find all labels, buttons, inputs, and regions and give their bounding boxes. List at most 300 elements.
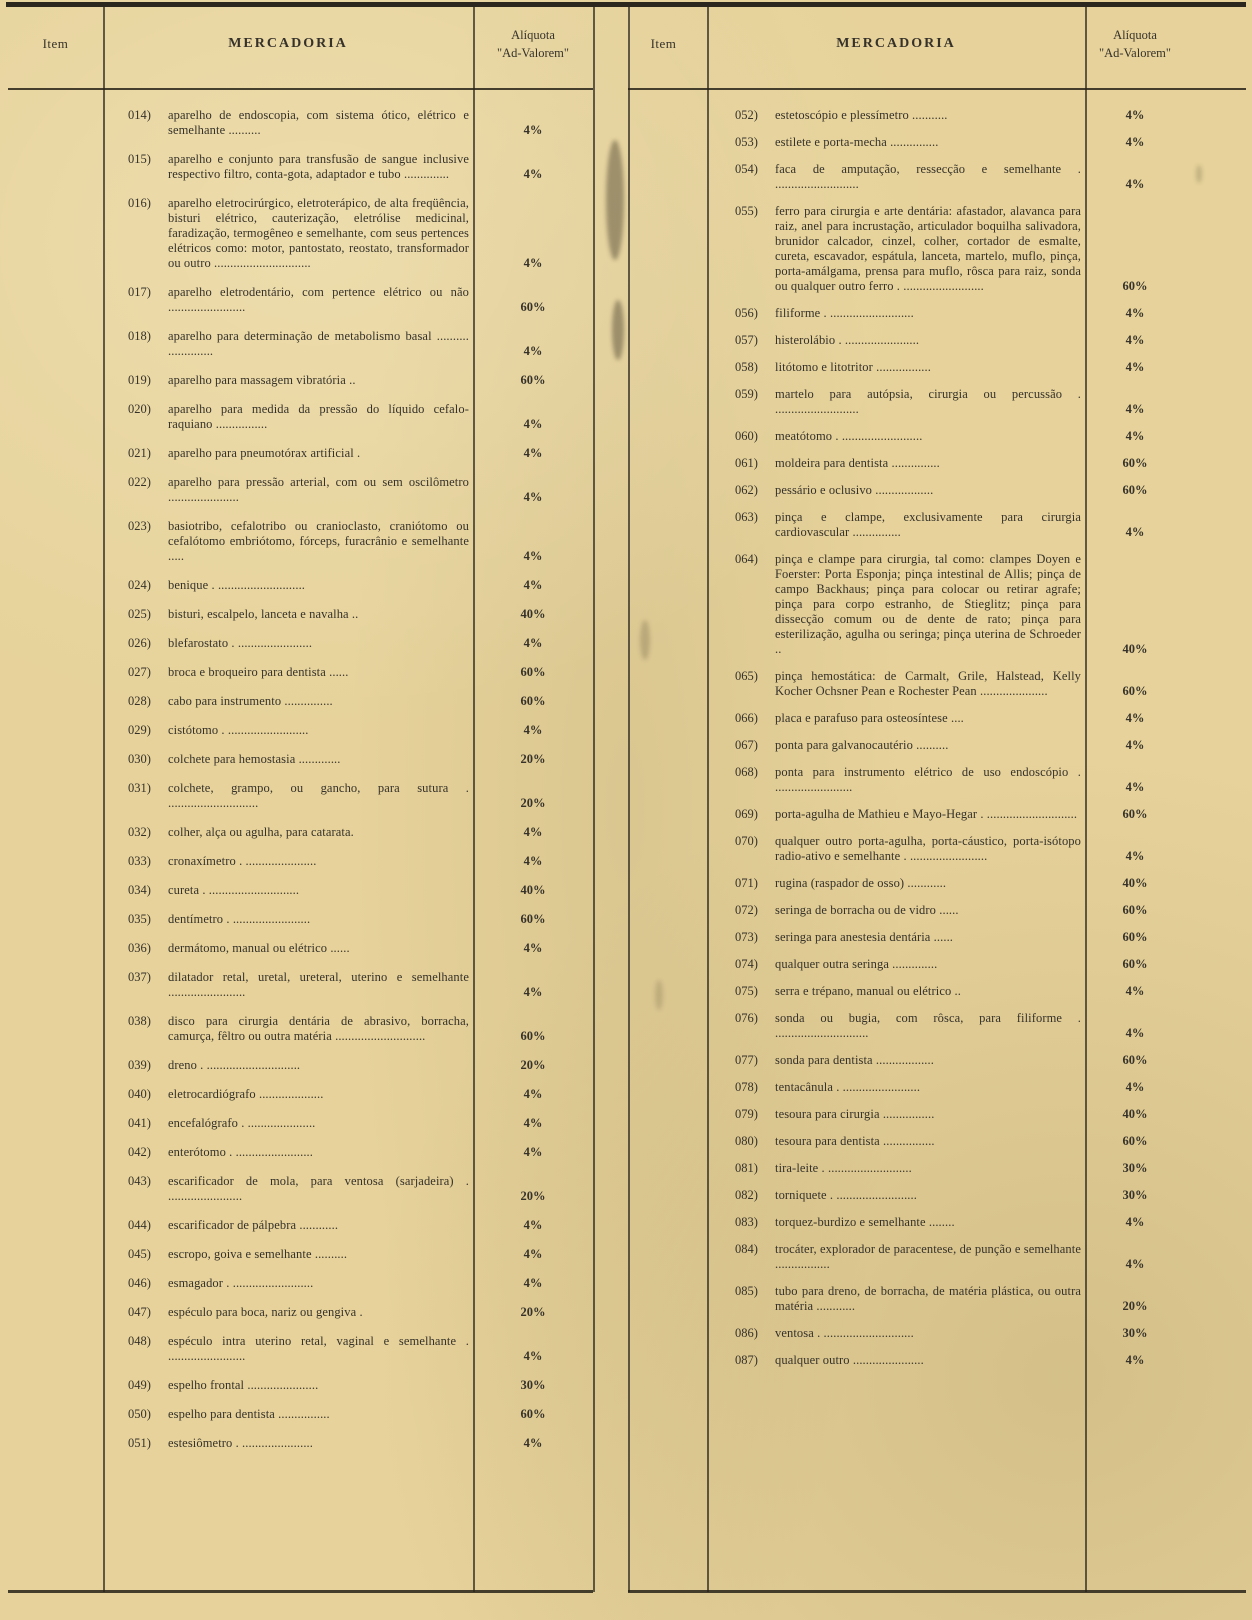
- table-row: [128, 1247, 593, 1262]
- item-rate: 40%: [1122, 876, 1148, 890]
- table-row: [128, 1116, 593, 1131]
- item-rate: 4%: [1125, 1026, 1145, 1040]
- table-row: [735, 162, 1185, 192]
- table-row: [128, 970, 593, 1000]
- item-number: 085): [735, 1284, 758, 1298]
- item-rate: 4%: [523, 636, 543, 650]
- item-rate: 4%: [1125, 360, 1145, 374]
- item-rate: 20%: [520, 796, 546, 810]
- item-number: 065): [735, 669, 758, 683]
- table-row: [128, 1407, 593, 1422]
- item-rate: 30%: [1122, 1188, 1148, 1202]
- item-description: sonda para dentista ..................: [775, 1053, 934, 1067]
- item-rate: 4%: [523, 854, 543, 868]
- table-row: [128, 475, 593, 505]
- item-description: aparelho para massagem vibratória ..: [168, 373, 356, 387]
- item-number: 082): [735, 1188, 758, 1202]
- item-rate: 30%: [520, 1378, 546, 1392]
- item-number: 075): [735, 984, 758, 998]
- item-description: filiforme . ..........................: [775, 306, 914, 320]
- item-number: 030): [128, 752, 151, 766]
- table-row: [735, 1215, 1185, 1230]
- item-description: faca de amputação, ressecção e semelhante . ..........................: [775, 162, 1081, 191]
- item-rate: 4%: [523, 549, 543, 563]
- item-rate: 4%: [523, 490, 543, 504]
- table-row: [128, 373, 593, 388]
- table-row: [735, 510, 1185, 540]
- item-number: 042): [128, 1145, 151, 1159]
- left-half-edge-line: [593, 4, 595, 1592]
- item-number: 084): [735, 1242, 758, 1256]
- table-row: [128, 1378, 593, 1393]
- item-description: martelo para autópsia, cirurgia ou percussão . ..........................: [775, 387, 1081, 416]
- item-rate: 4%: [523, 723, 543, 737]
- item-number: 087): [735, 1353, 758, 1367]
- item-number: 060): [735, 429, 758, 443]
- item-rate: 4%: [1125, 1353, 1145, 1367]
- item-number: 039): [128, 1058, 151, 1072]
- item-description: trocáter, explorador de paracentese, de punção e semelhante .................: [775, 1242, 1081, 1271]
- table-row: [735, 711, 1185, 726]
- item-number: 031): [128, 781, 151, 795]
- item-description: dermátomo, manual ou elétrico ......: [168, 941, 350, 955]
- item-number: 022): [128, 475, 151, 489]
- item-number: 032): [128, 825, 151, 839]
- item-description: serra e trépano, manual ou elétrico ..: [775, 984, 962, 998]
- item-number: 023): [128, 519, 151, 533]
- item-number: 061): [735, 456, 758, 470]
- table-row: [735, 1161, 1185, 1176]
- item-description: colher, alça ou agulha, para catarata.: [168, 825, 354, 839]
- aliquota-line1: Alíquota: [1113, 28, 1157, 42]
- item-description: dilatador retal, uretal, ureteral, uterino e semelhante ........................: [168, 970, 469, 999]
- item-number: 077): [735, 1053, 758, 1067]
- item-number: 049): [128, 1378, 151, 1392]
- item-number: 051): [128, 1436, 151, 1450]
- table-row: [735, 552, 1185, 657]
- item-rate: 4%: [523, 1116, 543, 1130]
- item-description: torniquete . .........................: [775, 1188, 917, 1202]
- item-number: 069): [735, 807, 758, 821]
- table-row: [735, 1011, 1185, 1041]
- item-rate: 4%: [1125, 333, 1145, 347]
- table-row: [128, 1087, 593, 1102]
- item-description: espéculo para boca, nariz ou gengiva .: [168, 1305, 363, 1319]
- item-rate: 4%: [523, 1436, 543, 1450]
- table-row: [128, 1436, 593, 1451]
- right-item-list: [735, 108, 1185, 1380]
- table-row: [735, 1353, 1185, 1368]
- item-description: aparelho e conjunto para transfusão de sangue inclusive respectivo filtro, conta-gota, adaptador e tubo ..............: [168, 152, 469, 181]
- item-description: ferro para cirurgia e arte dentária: afastador, alavanca para raiz, anel para incrustação, articulador boquilha salivadora, brunidor calcador, cinzel, colher, cortador de esmalte, cureta, escavador, espátula, lanceta, martelo, muflo, pinça, porta-amálgama, prensa para muflo, rôsca para raiz, sonda ou qualquer outro ferro . .........................: [775, 204, 1081, 293]
- item-number: 021): [128, 446, 151, 460]
- item-rate: 4%: [523, 344, 543, 358]
- table-row: [128, 196, 593, 271]
- item-description: aparelho para medida da pressão do líquido cefalo-raquiano ................: [168, 402, 469, 431]
- item-rate: 60%: [1122, 684, 1148, 698]
- item-number: 046): [128, 1276, 151, 1290]
- table-row: [735, 669, 1185, 699]
- table-row: [128, 285, 593, 315]
- table-row: [735, 387, 1185, 417]
- item-number: 019): [128, 373, 151, 387]
- item-number: 020): [128, 402, 151, 416]
- item-rate: 20%: [520, 1058, 546, 1072]
- item-number: 076): [735, 1011, 758, 1025]
- item-rate: 40%: [1122, 642, 1148, 656]
- item-description: aparelho para pneumotórax artificial .: [168, 446, 361, 460]
- mercadoria-header-label: MERCADORIA: [836, 36, 956, 51]
- item-rate: 60%: [1122, 1053, 1148, 1067]
- table-row: [735, 1134, 1185, 1149]
- item-description: dentímetro . ........................: [168, 912, 311, 926]
- item-number: 034): [128, 883, 151, 897]
- item-number: 062): [735, 483, 758, 497]
- item-rate: 40%: [1122, 1107, 1148, 1121]
- item-header-label: Item: [42, 36, 69, 51]
- item-rate: 4%: [1125, 135, 1145, 149]
- table-row: [735, 903, 1185, 918]
- item-number: 026): [128, 636, 151, 650]
- item-rate: 4%: [523, 1349, 543, 1363]
- aliquota-line2: "Ad-Valorem": [1099, 46, 1171, 60]
- left-column: [8, 0, 593, 1620]
- item-description: litótomo e litotritor .................: [775, 360, 931, 374]
- item-rate: 60%: [1122, 456, 1148, 470]
- table-row: [128, 941, 593, 956]
- item-number: 080): [735, 1134, 758, 1148]
- table-row: [128, 912, 593, 927]
- item-description: colchete para hemostasia .............: [168, 752, 341, 766]
- item-description: cabo para instrumento ...............: [168, 694, 333, 708]
- aliquota-line2: "Ad-Valorem": [497, 46, 569, 60]
- item-rate: 4%: [523, 1276, 543, 1290]
- item-description: ponta para galvanocautério ..........: [775, 738, 949, 752]
- table-row: [735, 834, 1185, 864]
- table-row: [735, 1053, 1185, 1068]
- item-rate: 30%: [1122, 1161, 1148, 1175]
- item-rate: 4%: [523, 1247, 543, 1261]
- table-row: [128, 1145, 593, 1160]
- item-rate: 40%: [520, 607, 546, 621]
- item-number: 027): [128, 665, 151, 679]
- item-rate: 4%: [523, 167, 543, 181]
- table-row: [735, 807, 1185, 822]
- aliquota-header-label: [1085, 26, 1185, 62]
- item-rate: 4%: [523, 1145, 543, 1159]
- item-rate: 4%: [1125, 849, 1145, 863]
- item-description: basiotribo, cefalotribo ou cranioclasto, craniótomo ou cefalótomo embriótomo, fórceps, furacrânio e semelhante .....: [168, 519, 469, 563]
- item-description: escarificador de pálpebra ............: [168, 1218, 339, 1232]
- table-row: [128, 446, 593, 461]
- item-number: 057): [735, 333, 758, 347]
- table-row: [735, 876, 1185, 891]
- item-number: 083): [735, 1215, 758, 1229]
- table-row: [128, 665, 593, 680]
- item-rate: 60%: [520, 300, 546, 314]
- item-number: 043): [128, 1174, 151, 1188]
- item-number: 063): [735, 510, 758, 524]
- item-description: cureta . ............................: [168, 883, 300, 897]
- table-row: [735, 360, 1185, 375]
- item-description: pinça e clampe, exclusivamente para cirurgia cardiovascular ...............: [775, 510, 1081, 539]
- item-number: 040): [128, 1087, 151, 1101]
- item-number: 041): [128, 1116, 151, 1130]
- item-description: cistótomo . .........................: [168, 723, 309, 737]
- table-row: [735, 483, 1185, 498]
- item-rate: 4%: [523, 417, 543, 431]
- table-row: [735, 204, 1185, 294]
- aliquota-line1: Alíquota: [511, 28, 555, 42]
- item-rate: 4%: [1125, 738, 1145, 752]
- item-description: espelho para dentista ................: [168, 1407, 330, 1421]
- item-number: 015): [128, 152, 151, 166]
- item-number: 054): [735, 162, 758, 176]
- item-rate: 4%: [1125, 525, 1145, 539]
- item-description: pinça hemostática: de Carmalt, Grile, Halstead, Kelly Kocher Ochsner Pean e Rochester Pean .....................: [775, 669, 1081, 698]
- item-description: qualquer outra seringa ..............: [775, 957, 938, 971]
- item-description: placa e parafuso para osteosíntese ....: [775, 711, 964, 725]
- item-description: blefarostato . .......................: [168, 636, 313, 650]
- item-rate: 20%: [1122, 1299, 1148, 1313]
- table-row: [128, 1014, 593, 1044]
- item-description: cronaxímetro . ......................: [168, 854, 317, 868]
- item-rate: 20%: [520, 752, 546, 766]
- item-number: 025): [128, 607, 151, 621]
- table-row: [128, 694, 593, 709]
- item-description: seringa para anestesia dentária ......: [775, 930, 954, 944]
- table-row: [128, 402, 593, 432]
- item-description: aparelho para determinação de metabolismo basal .......... ..............: [168, 329, 469, 358]
- item-description: porta-agulha de Mathieu e Mayo-Hegar . ............................: [775, 807, 1078, 821]
- table-row: [128, 152, 593, 182]
- item-rate: 4%: [1125, 780, 1145, 794]
- table-row: [735, 1326, 1185, 1341]
- item-description: aparelho eletrocirúrgico, eletroterápico, de alta freqüência, bisturi elétrico, cauterização, eletrólise medicinal, faradização, termogêneo e semelhante, com seus pertences elétricos como: motor, pantostato, reostato, transformador ou outro ..............................: [168, 196, 469, 270]
- item-description: benique . ...........................: [168, 578, 306, 592]
- item-number: 024): [128, 578, 151, 592]
- table-row: [735, 456, 1185, 471]
- item-number: 071): [735, 876, 758, 890]
- item-rate: 60%: [1122, 903, 1148, 917]
- item-description: pinça e clampe para cirurgia, tal como: clampes Doyen e Foerster: Porta Esponja; pinça intestinal de Allis; pinça de campo Backhaus; pinça para colocar ou retirar agrafe; pinça para corpo estranho, de Stieglitz; pinça para dissecção comum ou de dente de rato; pinça para esterilização, agulha ou seringa; pinça uterina de Schroeder ..: [775, 552, 1081, 656]
- table-row: [735, 333, 1185, 348]
- item-description: escarificador de mola, para ventosa (sarjadeira) . .......................: [168, 1174, 469, 1203]
- item-description: escropo, goiva e semelhante ..........: [168, 1247, 348, 1261]
- item-description: eletrocardiógrafo ....................: [168, 1087, 324, 1101]
- mercadoria-header-label: MERCADORIA: [228, 36, 348, 51]
- item-number: 078): [735, 1080, 758, 1094]
- item-rate: 60%: [1122, 807, 1148, 821]
- item-description: dreno . .............................: [168, 1058, 301, 1072]
- item-rate: 60%: [1122, 1134, 1148, 1148]
- table-row: [128, 1334, 593, 1364]
- table-row: [128, 781, 593, 811]
- item-number: 068): [735, 765, 758, 779]
- item-description: histerolábio . .......................: [775, 333, 920, 347]
- item-rate: 4%: [523, 1218, 543, 1232]
- item-number: 029): [128, 723, 151, 737]
- item-rate: 4%: [523, 446, 543, 460]
- item-rate: 4%: [523, 256, 543, 270]
- item-rate: 60%: [1122, 483, 1148, 497]
- item-number: 050): [128, 1407, 151, 1421]
- item-rate: 4%: [1125, 1257, 1145, 1271]
- item-description: aparelho eletrodentário, com pertence elétrico ou não ........................: [168, 285, 469, 314]
- table-row: [735, 984, 1185, 999]
- item-description: qualquer outro ......................: [775, 1353, 924, 1367]
- table-row: [735, 765, 1185, 795]
- table-row: [735, 738, 1185, 753]
- item-rate: 4%: [1125, 429, 1145, 443]
- item-description: estilete e porta-mecha ...............: [775, 135, 939, 149]
- item-number: 086): [735, 1326, 758, 1340]
- item-rate: 4%: [523, 941, 543, 955]
- item-description: seringa de borracha ou de vidro ......: [775, 903, 959, 917]
- item-rate: 60%: [520, 373, 546, 387]
- item-number: 044): [128, 1218, 151, 1232]
- table-row: [735, 1080, 1185, 1095]
- item-description: broca e broqueiro para dentista ......: [168, 665, 349, 679]
- item-description: bisturi, escalpelo, lanceta e navalha ..: [168, 607, 359, 621]
- table-row: [128, 607, 593, 622]
- item-description: moldeira para dentista ...............: [775, 456, 940, 470]
- item-description: estetoscópio e plessímetro ...........: [775, 108, 948, 122]
- item-description: aparelho de endoscopia, com sistema ótico, elétrico e semelhante ..........: [168, 108, 469, 137]
- table-row: [128, 1276, 593, 1291]
- item-number: 056): [735, 306, 758, 320]
- table-row: [735, 1284, 1185, 1314]
- table-row: [128, 519, 593, 564]
- item-number: 018): [128, 329, 151, 343]
- item-number: 055): [735, 204, 758, 218]
- item-description: pessário e oclusivo ..................: [775, 483, 934, 497]
- item-rate: 40%: [520, 883, 546, 897]
- table-row: [735, 135, 1185, 150]
- item-number: 045): [128, 1247, 151, 1261]
- aliquota-header-label: [473, 26, 593, 62]
- item-description: tubo para dreno, de borracha, de matéria plástica, ou outra matéria ............: [775, 1284, 1081, 1313]
- item-description: disco para cirurgia dentária de abrasivo, borracha, camurça, fêltro ou outra matéria ............................: [168, 1014, 469, 1043]
- item-rate: 60%: [520, 1029, 546, 1043]
- item-number: 079): [735, 1107, 758, 1121]
- item-rate: 4%: [1125, 1080, 1145, 1094]
- item-number: 035): [128, 912, 151, 926]
- item-number: 081): [735, 1161, 758, 1175]
- table-row: [128, 883, 593, 898]
- item-description: qualquer outro porta-agulha, porta-cáustico, porta-isótopo radio-ativo e semelhante . ........................: [775, 834, 1081, 863]
- item-rate: 60%: [1122, 930, 1148, 944]
- item-description: meatótomo . .........................: [775, 429, 923, 443]
- table-row: [735, 306, 1185, 321]
- item-number: 064): [735, 552, 758, 566]
- table-row: [128, 1305, 593, 1320]
- item-number: 028): [128, 694, 151, 708]
- item-number: 073): [735, 930, 758, 944]
- item-description: tentacânula . ........................: [775, 1080, 921, 1094]
- table-row: [735, 1242, 1185, 1272]
- item-rate: 20%: [520, 1189, 546, 1203]
- table-row: [128, 108, 593, 138]
- item-number: 072): [735, 903, 758, 917]
- item-rate: 4%: [1125, 1215, 1145, 1229]
- table-row: [128, 636, 593, 651]
- item-rate: 60%: [520, 694, 546, 708]
- item-description: ponta para instrumento elétrico de uso endoscópio . ........................: [775, 765, 1081, 794]
- item-rate: 4%: [523, 1087, 543, 1101]
- item-header-label: Item: [650, 36, 677, 51]
- table-row: [128, 1174, 593, 1204]
- item-description: colchete, grampo, ou gancho, para sutura . ............................: [168, 781, 469, 810]
- table-row: [128, 723, 593, 738]
- item-rate: 60%: [520, 665, 546, 679]
- item-rate: 60%: [520, 1407, 546, 1421]
- item-rate: 4%: [1125, 402, 1145, 416]
- item-number: 070): [735, 834, 758, 848]
- item-rate: 4%: [1125, 306, 1145, 320]
- item-number: 036): [128, 941, 151, 955]
- table-row: [128, 1218, 593, 1233]
- item-number: 053): [735, 135, 758, 149]
- table-row: [128, 578, 593, 593]
- item-description: sonda ou bugia, com rôsca, para filiforme . .............................: [775, 1011, 1081, 1040]
- item-description: rugina (raspador de osso) ............: [775, 876, 947, 890]
- item-rate: 4%: [523, 825, 543, 839]
- item-rate: 4%: [523, 578, 543, 592]
- item-rate: 4%: [523, 985, 543, 999]
- table-row: [735, 1188, 1185, 1203]
- item-description: tesoura para cirurgia ................: [775, 1107, 935, 1121]
- item-number: 059): [735, 387, 758, 401]
- item-description: encefalógrafo . .....................: [168, 1116, 316, 1130]
- item-number: 014): [128, 108, 151, 122]
- right-column-header: [620, 0, 1252, 88]
- item-rate: 4%: [1125, 108, 1145, 122]
- item-description: aparelho para pressão arterial, com ou sem oscilômetro ......................: [168, 475, 469, 504]
- item-rate: 60%: [520, 912, 546, 926]
- item-number: 016): [128, 196, 151, 210]
- left-column-header: [8, 0, 593, 88]
- table-row: [735, 930, 1185, 945]
- item-number: 048): [128, 1334, 151, 1348]
- item-rate: 4%: [1125, 177, 1145, 191]
- item-number: 074): [735, 957, 758, 971]
- table-row: [128, 1058, 593, 1073]
- table-row: [735, 108, 1185, 123]
- item-rate: 60%: [1122, 957, 1148, 971]
- item-description: espéculo intra uterino retal, vaginal e semelhante . ........................: [168, 1334, 469, 1363]
- item-rate: 60%: [1122, 279, 1148, 293]
- item-rate: 4%: [523, 123, 543, 137]
- table-row: [735, 429, 1185, 444]
- item-description: tesoura para dentista ................: [775, 1134, 935, 1148]
- item-number: 047): [128, 1305, 151, 1319]
- item-description: torquez-burdizo e semelhante ........: [775, 1215, 955, 1229]
- table-row: [128, 752, 593, 767]
- left-item-list: [128, 108, 593, 1465]
- item-number: 038): [128, 1014, 151, 1028]
- item-description: estesiômetro . ......................: [168, 1436, 314, 1450]
- item-number: 017): [128, 285, 151, 299]
- item-rate: 4%: [1125, 711, 1145, 725]
- item-description: esmagador . .........................: [168, 1276, 314, 1290]
- table-row: [128, 854, 593, 869]
- item-number: 033): [128, 854, 151, 868]
- item-rate: 20%: [520, 1305, 546, 1319]
- table-row: [128, 825, 593, 840]
- item-description: ventosa . ............................: [775, 1326, 914, 1340]
- right-column: [620, 0, 1252, 1620]
